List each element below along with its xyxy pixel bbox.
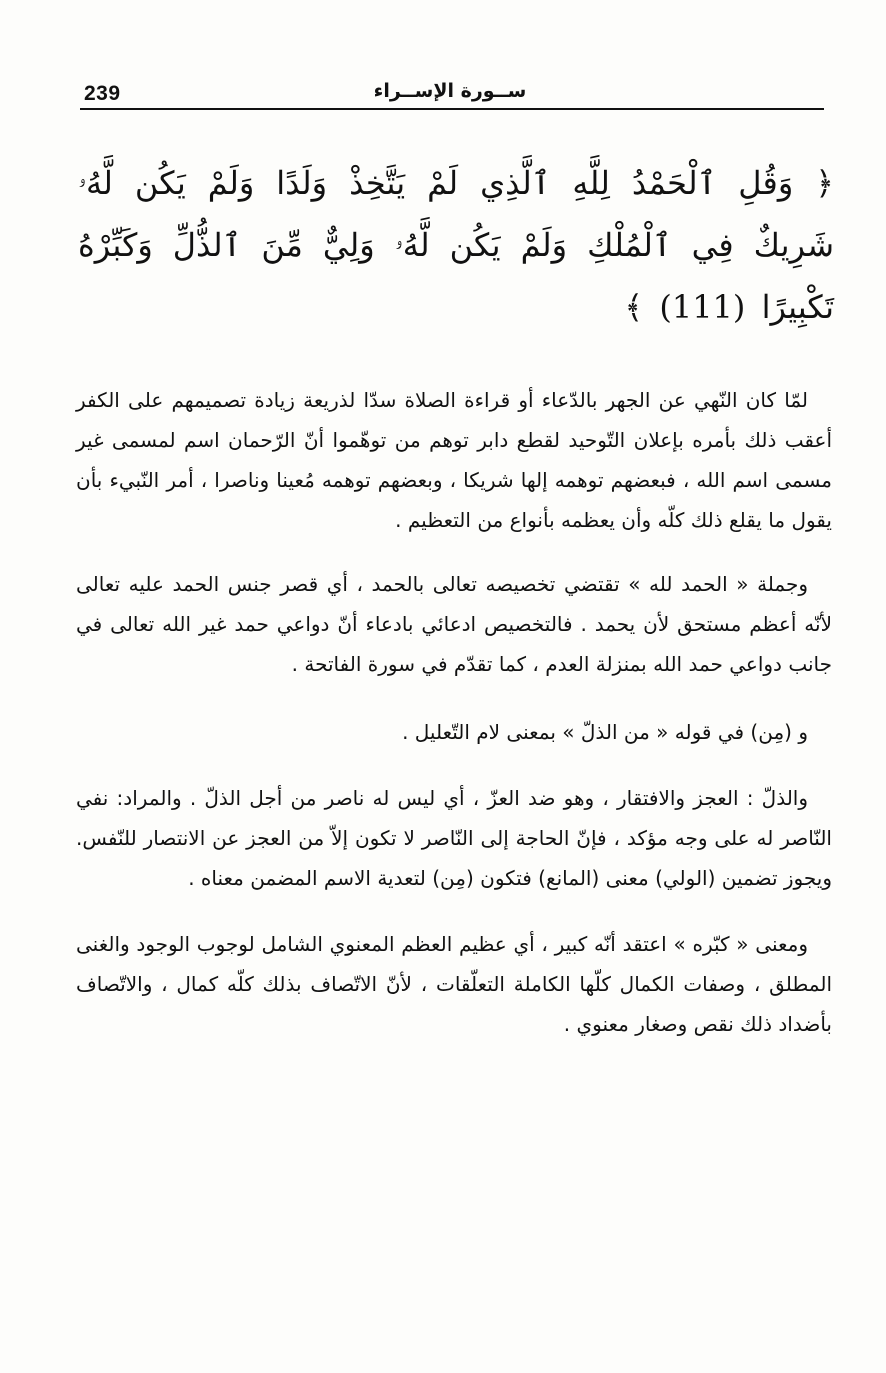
commentary-paragraph: و (مِن) في قوله « من الذلّ » بمعنى لام التّعليل . — [402, 720, 808, 744]
running-title: ســورة الإســراء — [373, 80, 527, 102]
quran-verse: ﴿ وَقُلِ ٱلْحَمْدُ لِلَّهِ ٱلَّذِي لَمْ يَتَّخِذْ وَلَدًا وَلَمْ يَكُن لَّهُۥ شَرِيكٌ فِي ٱلْمُلْكِ وَلَمْ يَكُن لَّهُۥ وَلِيٌّ مِّنَ ٱلذُّلِّ وَكَبِّرْهُ تَكْبِيرًا (111) ﴾ — [78, 164, 834, 326]
commentary-paragraph: ومعنى « كبّره » اعتقد أنّه كبير ، أي عظيم العظم المعنوي الشامل لوجوب الوجود والغنى المطلق ، وصفات الكمال كلّها الكاملة التعلّقات ، لأنّ الاتّصاف بذلك كلّه كمال ، والاتّصاف بأضداد ذلك نقص وصغار معنوي . — [76, 932, 832, 1036]
commentary-paragraph: والذلّ : العجز والافتقار ، وهو ضد العزّ ، أي ليس له ناصر من أجل الذلّ . والمراد: نفي النّاصر له على وجه مؤكد ، فإنّ الحاجة إلى النّاصر لا تكون إلاّ من العجز عن الانتصار للنّفس. ويجوز تضمين (الولي) معنى (المانع) فتكون (مِن) لتعدية الاسم المضمن معناه . — [76, 786, 832, 890]
commentary-body — [76, 380, 832, 1066]
page-number: 239 — [84, 82, 121, 105]
commentary-paragraph: وجملة « الحمد لله » تقتضي تخصيصه تعالى بالحمد ، أي قصر جنس الحمد عليه تعالى لأنّه أعظم مستحق لأن يحمد . فالتخصيص ادعائي بادعاء أنّ دواعي حمد غير الله تعالى في جانب دواعي حمد الله بمنزلة العدم ، كما تقدّم في سورة الفاتحة . — [76, 572, 832, 676]
header-divider — [80, 108, 824, 110]
commentary-paragraph: لمّا كان النّهي عن الجهر بالدّعاء أو قراءة الصلاة سدّا لذريعة زيادة تصميمهم على الكفر أعقب ذلك بأمره بإعلان التّوحيد لقطع دابر توهم من توهّموا أنّ الرّحمان اسم لمسمى غير مسمى اسم الله ، فبعضهم توهمه إلها شريكا ، وبعضهم توهمه مُعينا وناصرا ، أمر النّبيء بأن يقول ما يقلع ذلك كلّه وأن يعظمه بأنواع من التعظيم . — [76, 388, 832, 532]
